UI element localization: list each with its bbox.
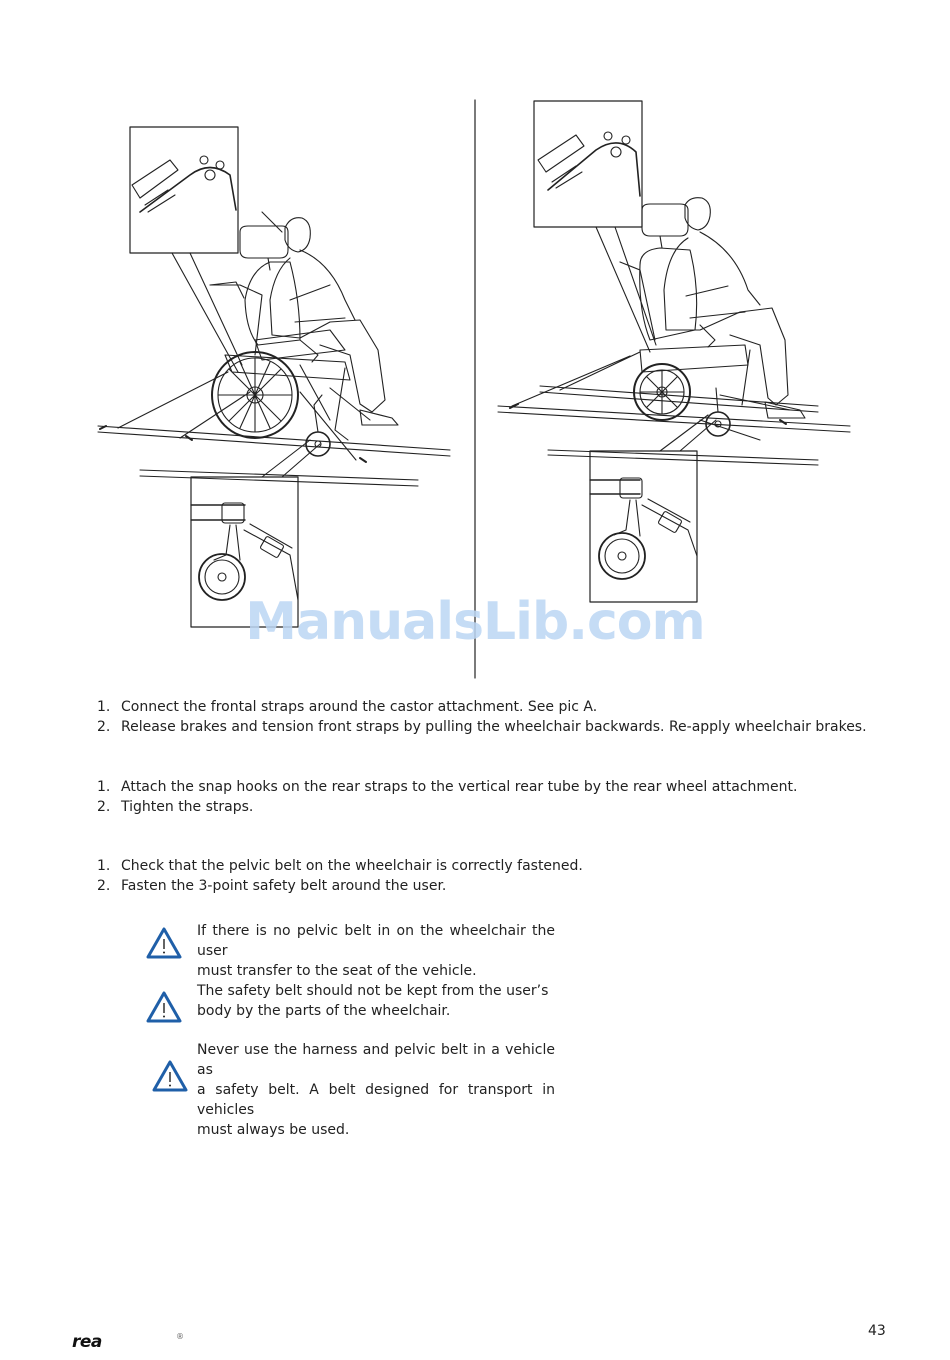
brand-logo: rea [72, 1332, 102, 1352]
list-item: 1. Check that the pelvic belt on the wheelchair is correctly fastened. [97, 858, 583, 874]
list-item: 1. Connect the frontal straps around the castor attachment. See pic A. [97, 699, 598, 715]
instruction-list-front-straps [97, 697, 867, 737]
warning-triangle-icon [145, 926, 183, 960]
page-number: 43 [868, 1323, 886, 1339]
brand-trademark: ® [176, 1332, 184, 1341]
warning-line: Never use the harness and pelvic belt in a vehicle as [197, 1042, 555, 1078]
list-item: 2. Fasten the 3-point safety belt around the user. [97, 878, 447, 894]
warning-line: a safety belt. A belt designed for transport in vehicles [197, 1082, 555, 1118]
warning-triangle-icon [151, 1059, 189, 1093]
list-item: 1. Attach the snap hooks on the rear straps to the vertical rear tube by the rear wheel attachment. [97, 779, 798, 795]
instruction-list-rear-straps [97, 777, 797, 817]
warning-note-safety-belt-body [145, 981, 575, 1025]
warning-note-no-pelvic-belt [145, 921, 575, 979]
watermark: ManualsLib.com [245, 592, 705, 652]
warning-triangle-icon [145, 990, 183, 1024]
warning-line: must transfer to the seat of the vehicle. [197, 963, 477, 979]
list-item: 2. Tighten the straps. [97, 799, 254, 815]
right-wheelchair-illustration [498, 101, 850, 602]
warning-line: If there is no pelvic belt in on the wheelchair the user [197, 923, 555, 959]
list-item: 2. Release brakes and tension front straps by pulling the wheelchair backwards. Re-apply wheelchair brakes. [97, 719, 867, 735]
warning-line: must always be used. [197, 1122, 350, 1138]
warning-line: body by the parts of the wheelchair. [197, 1003, 451, 1019]
left-wheelchair-illustration [98, 127, 450, 627]
warning-note-harness [145, 1040, 575, 1138]
instruction-list-safety-belt [97, 856, 583, 896]
warning-line: The safety belt should not be kept from the user’s [197, 983, 549, 999]
